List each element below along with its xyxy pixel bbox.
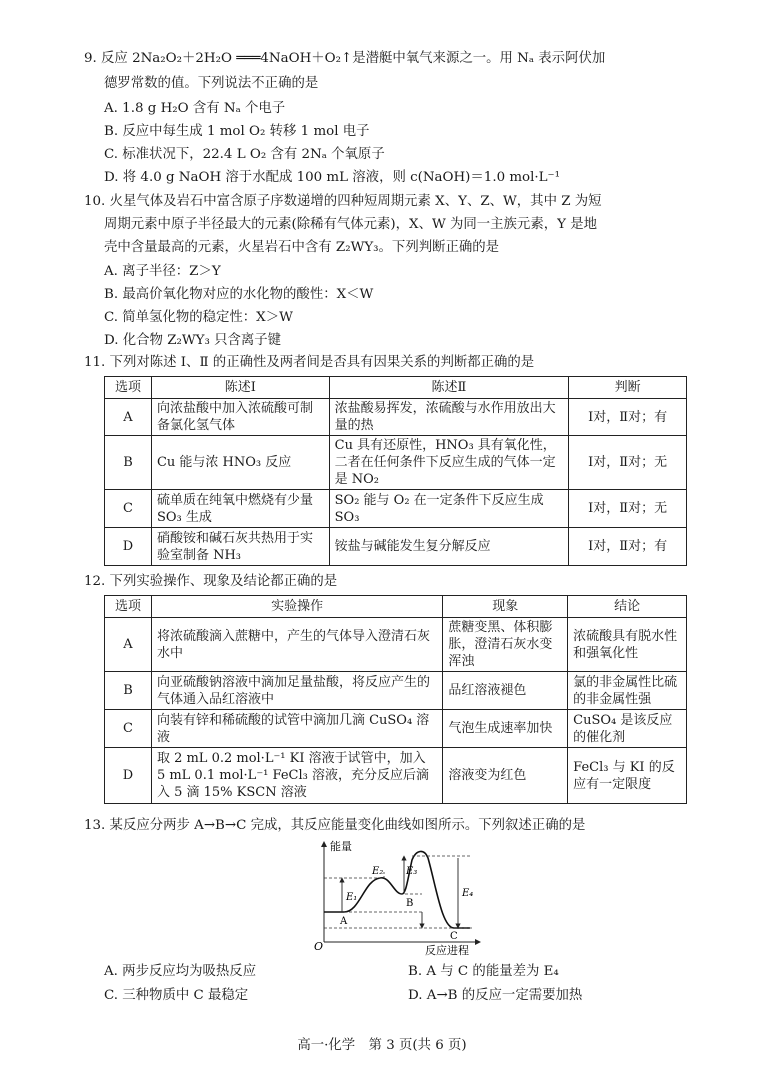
point-c-label: C [450, 931, 458, 942]
point-b-label: B [406, 898, 414, 909]
q11-header-option: 选项 [105, 377, 152, 399]
q11-row-d-statement2: 铵盐与碱能发生复分解反应 [329, 528, 569, 566]
q10-stem-line1: 10. 火星气体及岩石中富含原子序数递增的四种短周期元素 X、Y、Z、W，其中 Z 为短 [84, 194, 602, 209]
q11-row-a-statement1: 向浓盐酸中加入浓硫酸可制备氯化氢气体 [151, 399, 329, 436]
q12-header-option: 选项 [105, 596, 152, 618]
q9-option-b: B. 反应中每生成 1 mol O₂ 转移 1 mol 电子 [104, 124, 370, 139]
table-row [105, 672, 687, 710]
point-a-label: A [340, 916, 348, 927]
q11-row-b-judgment: Ⅰ对，Ⅱ对；无 [569, 436, 687, 490]
q11-header-statement2: 陈述Ⅱ [329, 377, 569, 399]
q13-option-a: A. 两步反应均为吸热反应 [104, 964, 257, 979]
q9-option-c: C. 标准状况下，22.4 L O₂ 含有 2Nₐ 个氧原子 [104, 147, 385, 162]
q10-stem-line2: 周期元素中原子半径最大的元素(除稀有气体元素)，X、W 为同一主族元素，Y 是地 [104, 217, 597, 232]
q13-option-c: C. 三种物质中 C 最稳定 [104, 988, 249, 1003]
table-row [105, 618, 687, 672]
q12-row-b-option: B [105, 672, 152, 710]
q11-header-judgment: 判断 [569, 377, 687, 399]
q12-row-c-operation: 向装有锌和稀硫酸的试管中滴加几滴 CuSO₄ 溶液 [151, 710, 442, 748]
e3-label: E₃ [406, 866, 418, 877]
q11-row-b-statement1: Cu 能与浓 HNO₃ 反应 [151, 436, 329, 490]
e1-label: E₁ [346, 892, 358, 903]
e2-label: E₂ [372, 866, 384, 877]
q9-stem-line2: 德罗常数的值。下列说法不正确的是 [104, 76, 319, 91]
q12-header-phenomenon: 现象 [443, 596, 568, 618]
energy-diagram [310, 838, 490, 958]
q11-header-statement1: 陈述Ⅰ [151, 377, 329, 399]
q10-option-a: A. 离子半径：Z＞Y [104, 264, 221, 279]
q12-row-d-option: D [105, 748, 152, 804]
q11-row-c-statement2: SO₂ 能与 O₂ 在一定条件下反应生成 SO₃ [329, 490, 569, 528]
q12-row-b-phenomenon: 品红溶液褪色 [443, 672, 568, 710]
x-axis-label: 反应进程 [425, 944, 469, 957]
q11-row-a-statement2: 浓盐酸易挥发，浓硫酸与水作用放出大量的热 [329, 399, 569, 436]
q12-row-c-conclusion: CuSO₄ 是该反应的催化剂 [568, 710, 687, 748]
q11-stem: 11. 下列对陈述 Ⅰ、Ⅱ 的正确性及两者间是否具有因果关系的判断都正确的是 [84, 355, 535, 370]
q12-row-d-conclusion: FeCl₃ 与 KI 的反应有一定限度 [568, 748, 687, 804]
q12-row-b-conclusion: 氯的非金属性比硫的非金属性强 [568, 672, 687, 710]
q11-row-c-judgment: Ⅰ对，Ⅱ对；无 [569, 490, 687, 528]
q12-row-c-option: C [105, 710, 152, 748]
q12-row-a-phenomenon: 蔗糖变黑、体积膨胀，澄清石灰水变浑浊 [443, 618, 568, 672]
q11-table [104, 376, 687, 566]
q13-stem: 13. 某反应分两步 A→B→C 完成，其反应能量变化曲线如图所示。下列叙述正确的是 [84, 818, 586, 833]
q10-option-d: D. 化合物 Z₂WY₃ 只含离子键 [104, 333, 282, 348]
q12-row-d-phenomenon: 溶液变为红色 [443, 748, 568, 804]
table-row [105, 399, 687, 436]
q11-row-d-statement1: 硝酸铵和碱石灰共热用于实验室制备 NH₃ [151, 528, 329, 566]
table-row [105, 490, 687, 528]
q12-header-conclusion: 结论 [568, 596, 687, 618]
q10-option-c: C. 简单氢化物的稳定性：X＞W [104, 310, 293, 325]
q11-row-b-option: B [105, 436, 152, 490]
q12-header-operation: 实验操作 [151, 596, 442, 618]
q13-option-b: B. A 与 C 的能量差为 E₄ [408, 964, 559, 979]
q11-row-a-judgment: Ⅰ对，Ⅱ对；有 [569, 399, 687, 436]
q11-row-a-option: A [105, 399, 152, 436]
table-row [105, 528, 687, 566]
q11-row-d-option: D [105, 528, 152, 566]
q12-stem: 12. 下列实验操作、现象及结论都正确的是 [84, 574, 338, 589]
q9-option-d: D. 将 4.0 g NaOH 溶于水配成 100 mL 溶液，则 c(NaOH)＝1.0 mol·L⁻¹ [104, 170, 560, 185]
table-row [105, 710, 687, 748]
q11-row-c-option: C [105, 490, 152, 528]
q12-row-c-phenomenon: 气泡生成速率加快 [443, 710, 568, 748]
q12-row-a-operation: 将浓硫酸滴入蔗糖中，产生的气体导入澄清石灰水中 [151, 618, 442, 672]
q12-row-a-option: A [105, 618, 152, 672]
q10-option-b: B. 最高价氧化物对应的水化物的酸性：X＜W [104, 287, 374, 302]
q10-stem-line3: 壳中含量最高的元素，火星岩石中含有 Z₂WY₃。下列判断正确的是 [104, 240, 500, 255]
q9-stem-line1: 9. 反应 2Na₂O₂＋2H₂O ═══4NaOH＋O₂↑是潜艇中氧气来源之一。用 Nₐ 表示阿伏加 [84, 51, 606, 66]
q13-option-d: D. A→B 的反应一定需要加热 [408, 988, 583, 1003]
q12-row-a-conclusion: 浓硫酸具有脱水性和强氧化性 [568, 618, 687, 672]
e4-label: E₄ [462, 888, 474, 899]
origin-label: O [314, 940, 324, 953]
q11-row-b-statement2: Cu 具有还原性，HNO₃ 具有氧化性，二者在任何条件下反应生成的气体一定是 NO₂ [329, 436, 569, 490]
y-axis-label: 能量 [330, 840, 352, 853]
q12-row-b-operation: 向亚硫酸钠溶液中滴加足量盐酸，将反应产生的气体通入品红溶液中 [151, 672, 442, 710]
q12-row-d-operation: 取 2 mL 0.2 mol·L⁻¹ KI 溶液于试管中，加入 5 mL 0.1 mol·L⁻¹ FeCl₃ 溶液，充分反应后滴入 5 滴 15% KSCN 溶液 [151, 748, 442, 804]
page-footer: 高一·化学 第 3 页(共 6 页) [297, 1038, 467, 1053]
q11-row-d-judgment: Ⅰ对，Ⅱ对；有 [569, 528, 687, 566]
table-row [105, 436, 687, 490]
q9-option-a: A. 1.8 g H₂O 含有 Nₐ 个电子 [104, 101, 286, 116]
q11-row-c-statement1: 硫单质在纯氧中燃烧有少量 SO₃ 生成 [151, 490, 329, 528]
table-row [105, 748, 687, 804]
q12-table [104, 595, 687, 804]
